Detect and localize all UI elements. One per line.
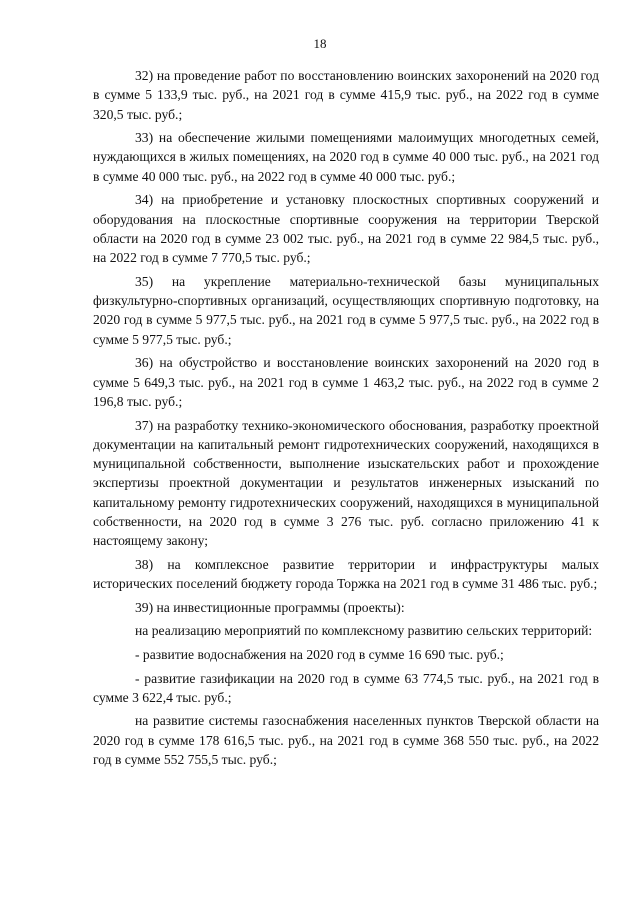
- paragraph-water-supply: - развитие водоснабжения на 2020 год в сумме 16 690 тыс. руб.;: [135, 646, 504, 662]
- paragraph-item-36: 36) на обустройство и восстановление воинских захоронений на 2020 год в сумме 5 649,3 тыс. руб., на 2021 год в сумме 1 463,2 тыс. руб., на 2022 год в сумме 2 196,8 тыс. руб.;: [93, 355, 599, 409]
- paragraph-item-38: 38) на комплексное развитие территории и инфраструктуры малых исторических поселений бюджету города Торжка на 2021 год в сумме 31 486 тыс. руб.;: [93, 556, 599, 592]
- paragraph-gas-supply-system: на развитие системы газоснабжения населенных пунктов Тверской области на 2020 год в сумме 178 616,5 тыс. руб., на 2021 год в сумме 368 550 тыс. руб., на 2022 год в сумме 552 755,5 тыс. руб.;: [93, 713, 599, 768]
- paragraph-item-37: 37) на разработку технико-экономического обоснования, разработку проектной документации на капитальный ремонт гидротехнических сооружений, находящихся в муниципальной собственности, выполнение изыскательских работ и прохождение экспертизы проектной документации и результатов инженерных изысканий по капитальному ремонту гидротехнических сооружений, находящихся в муниципальной собственности, на 2020 год в сумме 3 276 тыс. руб. согласно приложению 41 к настоящему закону;: [93, 417, 599, 549]
- paragraph-item-35: 35) на укрепление материально-технической базы муниципальных физкультурно-спортивных организаций, осуществляющих спортивную подготовку, на 2020 год в сумме 5 977,5 тыс. руб., на 2021 год в сумме 5 977,5 тыс. руб., на 2022 год в сумме 5 977,5 тыс. руб.;: [93, 273, 599, 347]
- paragraph-item-39: 39) на инвестиционные программы (проекты):: [135, 599, 405, 615]
- document-body: [93, 66, 599, 774]
- paragraph-rural-development: на реализацию мероприятий по комплексному развитию сельских территорий:: [135, 623, 593, 639]
- paragraph-item-32: 32) на проведение работ по восстановлению воинских захоронений на 2020 год в сумме 5 133,9 тыс. руб., на 2021 год в сумме 415,9 тыс. руб., на 2022 год в сумме 320,5 тыс. руб.;: [93, 68, 599, 122]
- paragraph-item-33: 33) на обеспечение жилыми помещениями малоимущих многодетных семей, нуждающихся в жилых помещениях, на 2020 год в сумме 40 000 тыс. руб., на 2021 год в сумме 40 000 тыс. руб., на 2022 год в сумме 40 000 тыс. руб.;: [93, 130, 599, 184]
- page-number: 18: [313, 36, 327, 51]
- paragraph-item-34: 34) на приобретение и установку плоскостных спортивных сооружений и оборудования на плоскостные спортивные сооружения на территории Тверской области на 2020 год в сумме 23 002 тыс. руб., на 2021 год в сумме 22 984,5 тыс. руб., на 2022 год в сумме 7 770,5 тыс. руб.;: [93, 192, 599, 266]
- paragraph-gasification: - развитие газификации на 2020 год в сумме 63 774,5 тыс. руб., на 2021 год в сумме 3 622,4 тыс. руб.;: [93, 670, 599, 705]
